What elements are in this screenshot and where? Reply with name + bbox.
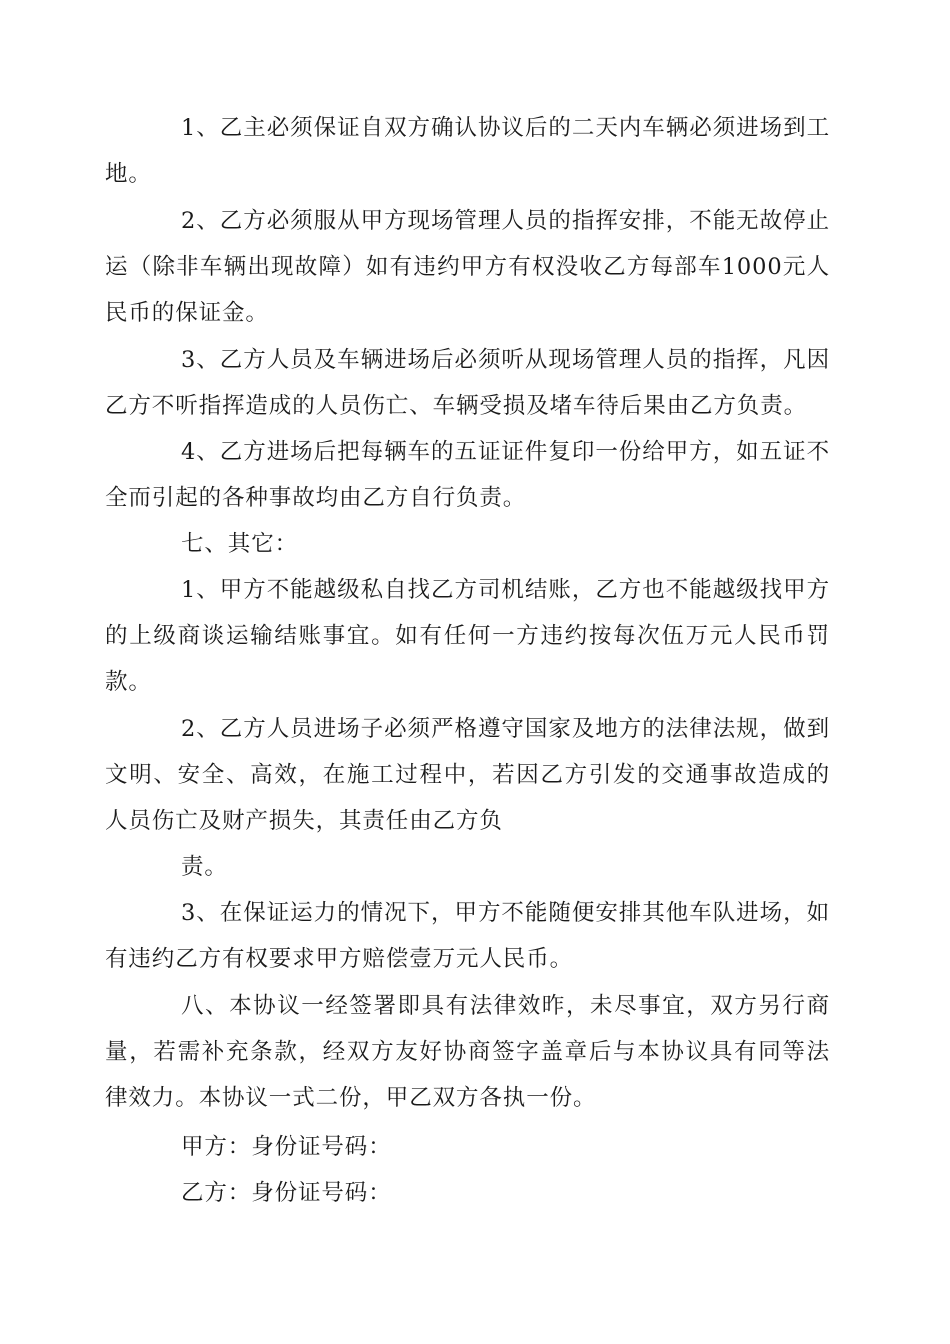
- clause-6-item-4: 4、乙方进场后把每辆车的五证证件复印一份给甲方，如五证不全而引起的各种事故均由乙方自行负责。: [105, 439, 830, 511]
- clause-7-item-2-continuation: 责。: [181, 854, 228, 880]
- clause-6-item-2: 2、乙方必须服从甲方现场管理人员的指挥安排，不能无故停止运（除非车辆出现故障）如有违约甲方有权没收乙方每部车1000元人民币的保证金。: [105, 208, 830, 326]
- clause-6-item-1: 1、乙主必须保证自双方确认协议后的二天内车辆必须进场到工地。: [105, 115, 830, 187]
- section-8-clause: 八、本协议一经签署即具有法律效昨，未尽事宜，双方另行商量，若需补充条款，经双方友好协商签字盖章后与本协议具有同等法律效力。本协议一式二份，甲乙双方各执一份。: [105, 993, 830, 1111]
- clause-6-item-3: 3、乙方人员及车辆进场后必须听从现场管理人员的指挥，凡因乙方不听指挥造成的人员伤亡、车辆受损及堵车待后果由乙方负责。: [105, 347, 830, 419]
- party-b-signature-line: 乙方：身份证号码：: [181, 1180, 392, 1206]
- clause-7-item-1: 1、甲方不能越级私自找乙方司机结账，乙方也不能越级找甲方的上级商谈运输结账事宜。如有任何一方违约按每次伍万元人民币罚款。: [105, 577, 830, 695]
- clause-7-item-3: 3、在保证运力的情况下，甲方不能随便安排其他车队进场，如有违约乙方有权要求甲方赔偿壹万元人民币。: [105, 900, 830, 972]
- section-7-heading: 七、其它：: [181, 531, 299, 557]
- party-a-signature-line: 甲方：身份证号码：: [181, 1134, 392, 1160]
- clause-7-item-2: 2、乙方人员进场子必须严格遵守国家及地方的法律法规，做到文明、安全、高效，在施工过程中，若因乙方引发的交通事故造成的人员伤亡及财产损失，其责任由乙方负: [105, 716, 830, 834]
